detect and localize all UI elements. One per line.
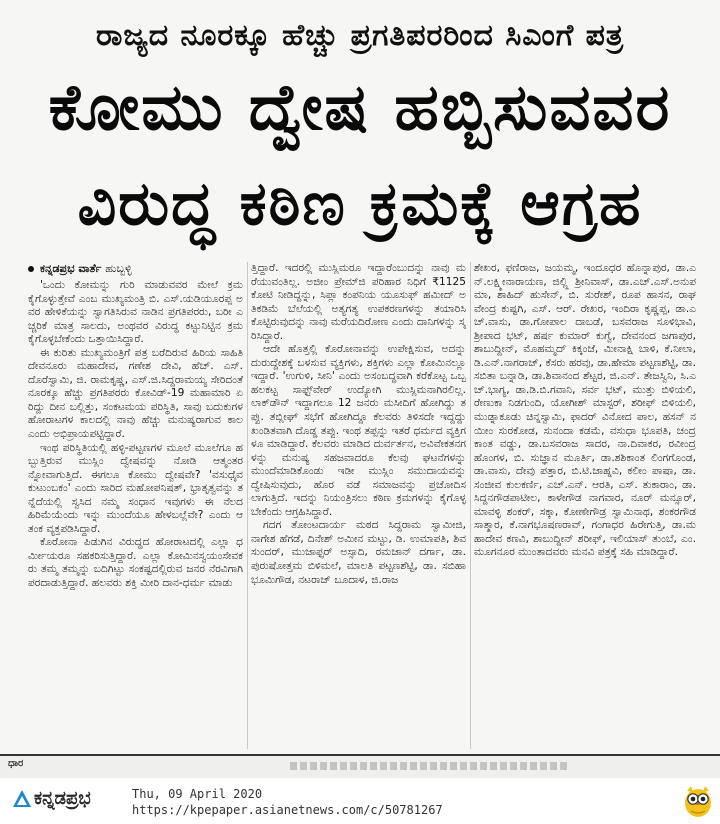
owl-mascot-icon [682, 784, 714, 818]
paragraph: ಗದಗ ತೋಂಟದಾರ್ಯ ಮಠದ ಸಿದ್ದರಾಮ ಸ್ವಾಮೀಜಿ, ನಾಗೇಶ ಹೆಗಡೆ, ದಿನೇಶ್ ಅಮೀನ ಮಟ್ಟು, ಡಿ. ಉಮಾಪತಿ, ಶಿವಸುಂದರ್, ಮುಜಾಫ್ಫರ್ ಅಸ್ಸಾದಿ, ರಮಜಾನ್ ದರ್ಗಾ, ಡಾ.ಪುರುಷೋತ್ತಮ ಬಿಳಿಮಲೆ, ಮಾಲತಿ ಪಟ್ಟಣಶೆಟ್ಟಿ, ಡಾ. ಸಬಿಹಾ ಭೂಮಿಗೌಡ, ನಟರಾಜ್ ಬೂದಾಳ, ಜಿ.ರಾಜ [251, 519, 466, 586]
column-divider [470, 262, 471, 749]
edition-date: Thu, 09 April 2020 [132, 787, 263, 801]
kannadaprabha-logo-text: ಕನ್ನಡಪ್ರಭ [34, 788, 91, 809]
paragraph: ತ್ತಿದ್ದಾರೆ. ಇದರಲ್ಲಿ ಮುಸ್ಲಿಮರೂ ಇದ್ದಾರೆಂಬುದನ್ನು ನಾವು ಮರೆಯುವಂತಿಲ್ಲ. ಅಜೀಂ ಪ್ರೇಮ್‌ಜಿ ಪರಿಹಾರ ನಿಧಿಗೆ ₹1125 ಕೋಟಿ ನೀಡಿದ್ದನ್ನು, ಸಿಪ್ಲಾ ಕಂಪನಿಯ ಯೂಸುಫ್ ಹಮೀದ್ ಅತಿಕಡಿಮೆ ಬೆಲೆಯಲ್ಲಿ ಅತ್ಯಗತ್ಯ ಉಪಕರಣಗಳನ್ನು ತಯಾರಿಸಿ ಕೊಟ್ಟಿರುವುದನ್ನು ನಾವು ಮರೆಯದಿರೋಣ ಎಂದು ದಾನಿಗಳನ್ನು ಸ್ಮರಿಸಿದ್ದಾರೆ. [251, 262, 466, 342]
paragraph: ಕೊರೋನಾ ಪಿಡುಗಿನ ವಿರುದ್ಧದ ಹೋರಾಟದಲ್ಲಿ ಎಲ್ಲಾ ಧರ್ಮೀಯರೂ ಸಹಕರಿಸುತ್ತಿದ್ದಾರೆ. ಎಲ್ಲಾ ಕೋಮಿನಸ್ವಯಂಸೇವಕರು ತಮ್ಮ ತಮ್ಮನ್ನು ಬದಿಗಿಟ್ಟು ಸಂಕಷ್ಟದಲ್ಲಿರುವ ಜನರ ನೆರವಿಗಾಗಿ ಪರದಾಡುತ್ತಿದ್ದಾರೆ. ಹಲವರು ಶಕ್ತಿ ಮೀರಿ ದಾನ-ಧರ್ಮ ಮಾಡು [28, 536, 243, 590]
paragraph: ಈ ಕುರಿತು ಮುಖ್ಯಮಂತ್ರಿಗೆ ಪತ್ರ ಬರೆದಿರುವ ಹಿರಿಯ ಸಾಹಿತಿ ದೇವನೂರು ಮಹಾದೇವ, ಗಣೇಶ ದೇವಿ, ಹೆಚ್. ಎಸ್. ದೊರೆಸ್ವಾಮಿ, ಜಿ. ರಾಮಕೃಷ್ಣ, ಎಸ್.ಜಿ.ಸಿದ್ದರಾಮಯ್ಯ ಸೇರಿದಂತೆ ನೂರಕ್ಕೂ ಹೆಚ್ಚು ಪ್ರಗತಿಪರರು ಕೋವಿಡ್-19 ಮಹಾಮಾರಿ ಏರಿದ್ದು ದೀನ ಬಲ್ಲಿತ್ತು, ಸಂಕಟಮಯ ಪರಿಸ್ಥಿತಿ, ಸಾವು ಬದುಕುಗಳ ಹೋರಾಟಗಳ ಕಾಲದಲ್ಲಿ ನಾವು ಹೆಚ್ಚು ಮನುಷ್ಯರಾಗುವ ಕಾಲ ಎಂದು ಅಭಿಪ್ರಾಯಪಟ್ಟಿದ್ದಾರೆ. [28, 346, 243, 441]
article-column-3 [474, 262, 696, 749]
paragraph: 'ಒಂದು ಕೋಮನ್ನು ಗುರಿ ಮಾಡುವವರ ಮೇಲೆ ಕ್ರಮ ಕೈಗೊಳ್ಳುತ್ತೇವೆ ಎಂಬ ಮುಖ್ಯಮಂತ್ರಿ ಬಿ. ಎಸ್.ಯಡಿಯೂರಪ್ಪ ಅವರ ಹೇಳಿಕೆಯನ್ನು ಸ್ವಾಗತಿಸಿರುವ ನಾಡಿನ ಪ್ರಗತಿಪರರು, ಬರೀ ಎಚ್ಚರಿಕೆ ಮಾತ್ರ ಸಾಲದು, ಅಂಥವರ ವಿರುದ್ಧ ಕಟ್ಟುನಿಟ್ಟಿನ ಕ್ರಮ ಕೈಗೊಳ್ಳಬೇಕೆಂದು ಒತ್ತಾಯಿಸಿದ್ದಾರೆ. [28, 279, 243, 346]
next-article-strip [0, 754, 720, 778]
edition-url[interactable]: https://kpepaper.asianetnews.com/c/50781267 [132, 803, 443, 817]
bullet-icon [28, 266, 34, 272]
column-divider [247, 262, 248, 749]
article-kicker: ರಾಜ್ಯದ ನೂರಕ್ಕೂ ಹೆಚ್ಚು ಪ್ರಗತಿಪರರಿಂದ ಸಿಎಂಗೆ ಪತ್ರ [95, 18, 625, 53]
headline-line-2: ವಿರುದ್ಧ ಕಠಿಣ ಕ್ರಮಕ್ಕೆ ಆಗ್ರಹ [77, 169, 643, 239]
paragraph: ಇಂಥ ಪರಿಸ್ಥಿತಿಯಲ್ಲಿ ಹಳ್ಳಿ-ಪಟ್ಟಣಗಳ ಮೂಲೆ ಮೂಲೆಗೂ ಹಬ್ಬುತ್ತಿರುವ ಮುಸ್ಲಿಂ ದ್ವೇಷವನ್ನು ನೋಡಿ ಆತ್ಮಂತರನ್ನೋವಾಗುತ್ತಿದೆ. ಈಗಲೂ ಕೋಮು ದ್ವೇಷವೇ? 'ವಸುಧೈವಕುಟುಂಬಕಂ' ಎಂದು ಸಾರಿದ ಮಹೋಪನಿಷತ್, ಭ್ರಾತೃತ್ವವನ್ನು ತನ್ನೆದೆಯಲ್ಲಿ ಸ್ವಸಿದ ನಮ್ಮ ಸಂಧಾನ ಇವುಗಳು ಈ ನೆಲದ ಹಿರಿಮೆಯೆಂದು ಇನ್ನು ಮುಂದೆಯೂ ಹೇಳಬಲ್ಲೆವೇ? ಎಂದು ಆತಂಕ ವ್ಯಕ್ತಪಡಿಸಿದ್ದಾರೆ. [28, 441, 243, 535]
byline [28, 262, 132, 276]
cut-off-headline [290, 762, 570, 770]
edition-meta [132, 786, 443, 818]
epaper-footer-bar [0, 778, 720, 824]
headline-line-1: ಕೋಮು ದ್ವೇಷ ಹಬ್ಬಿಸುವವರ [48, 71, 672, 145]
paragraph: ಶೇಖರ, ಫಣಿರಾಜ, ಜಯಮ್ಮ, ಇಂದೂಧರ ಹೊನ್ನಾಪುರ, ಡಾ.ಎನ್.ಲಕ್ಷ್ಮೀನಾರಾಯಣ, ಜಿಲ್ಲ್ಲಿ ಶ್ರೀನಿವಾಸ್, ಡಾ.ಎಚ್.ಎಸ್.ಅನುಪಮಾ, ಶಾಹಿದ್ ಹುಸೇನ್, ಬಿ. ಸುರೇಶ್, ರೂಪ ಹಾಸನ, ರಾಘವೇಂದ್ರ ಕುಷ್ಟಗಿ, ಎಸ್. ಆರ್. ರೇಖರ, ಇಂದಿರಾ ಕೃಷ್ಣಪ್ಪ, ಡಾ.ಎಚ್.ವಾಸು, ಡಾ.ಗೋಪಾಲ ದಾಬಡೆ, ಬಸವರಾಜ ಸೂಳಿಭಾವಿ, ಶ್ರೀಪಾದ ಭಟ್, ಹರ್ಷ ಕುಮಾರ್ ಕುಗ್ವೆ, ದೇವನಂದ ಜಗಾಪುರ, ಶಾಬುದ್ದೀನ್, ಮೊಹಮ್ಮದ್ ಕಿಕ್ಕಂಜೆ, ಮೀನಾಕ್ಷಿ ಬಾಳಿ, ಕೆ.ನೀಲಾ, ಡಿ.ಎನ್.ನಾಗರಾಜ್, ಕೆಸರು ಹರವು, ಡಾ.ಹೇಮಾ ಪಟ್ಟಣಶೆಟ್ಟಿ, ಡಾ. ಸಬಿತಾ ಬನ್ನಾಡಿ, ಡಾ.ಶಿವಾನಂದ ಶೆಟ್ಟರ, ಜಿ.ಎನ್. ತೇಜಸ್ವಿನಿ, ಸಿ.ಎಚ್.ಭಾಗ್ಯ, ಡಾ.ಡಿ.ಬಿ.ಗವಾನಿ, ಸರ್ವ ಭಟ್, ಮುತ್ತು ಬಿಳಿಯಲಿ, ರೇಣುಕಾ ನಿಡಗುಂದಿ, ಯೋಗೀಶ್ ಮಾಸ್ಟರ್, ಶರೀಫ್ ಬಿಳಿಯಲಿ, ಮುಡ್ನಾಕೂಡು ಚಿನ್ನಸ್ವಾಮಿ, ಫಾದರ್ ವಿನೋದ ಪಾಲ, ಹಸನ್ ನಯೀಂ ಸುರಕೋಡ, ಸುನಂದಾ ಕಡಮೆ, ವಸುಧಾ ಭೂಪತಿ, ಚಂದ್ರಕಾಂತ ವಡ್ಡು, ಡಾ.ಬಸವರಾಜ ಸಾದರ, ನಾ.ದಿವಾಕರ, ರವೀಂದ್ರ ಹೊಂಗಳ, ಬಿ. ಸುಜ್ಞಾನ ಮೂರ್ತಿ, ಡಾ.ಶಶಿಕಾಂತ ಲಿಂಗಗೊಂಡ, ಡಾ.ವಾಸು, ದೇವು ಪತ್ತಾರ, ಬಿ.ಟಿ.ಜಾಹ್ನವಿ, ಕಲೀಂ ಪಾಷಾ, ಡಾ. ಸಂಜೀವ ಕುಲಕರ್ಣಿ, ಎಚ್.ಎನ್. ಆರತಿ, ಎಸ್. ತುಕಾರಾಂ, ಡಾ.ಸಿದ್ದನಗೌಡಪಾಟೀಲ, ಕಾಳೇಗೌಡ ನಾಗವಾರ, ನೂರ್ ಮನ್ಸೂರ್, ಮಾವಳ್ಳಿ ಶಂಕರ್, ಸಕ್ಕಾ, ಕೋಣೇಗೌಡ್ರ ಸ್ವಾಮಿನಾಥ, ಶಂಕರಗೌಡ ಸಾತ್ಮಾರ, ಕೆ.ನಾಗಭೂಷಣರಾವ್, ಗಂಗಾಧರ ಹಿರೇಗುತ್ತಿ, ಡಾ.ಮಹಾದೇವ ಕಣವಿ, ಶಾಬುದ್ದೀನ್ ಶರೀಫ್, ಇಲಿಯಾಸ್ ತುಂಬೆ, ಎಂ.ಮೂಗನೂರ ಮುಂತಾದವರು ಮನವಿ ಪತ್ರಕ್ಕೆ ಸಹಿ ಮಾಡಿದ್ದಾರೆ. [474, 262, 696, 559]
byline-source: ಕನ್ನಡಪ್ರಭ ವಾರ್ತೆ [40, 262, 102, 275]
byline-city: ಹುಬ್ಬಳ್ಳಿ [105, 262, 132, 275]
paragraph: ಆದೇ ಹೊತ್ತಲ್ಲಿ ಕೊರೋನಾವನ್ನು ಉಪೇಕ್ಷಿಸುವ, ಅದನ್ನು ದುರುದ್ದೇಶಕ್ಕೆ ಬಳಸುವ ವ್ಯಕ್ತಿಗಳು, ಶಕ್ತಿಗಳು ಎಲ್ಲಾ ಕೋಮಿನಲ್ಲೂ ಇದ್ದಾರೆ. 'ಉಗುಳಿ, ಸೀನಿ' ಎಂದು ಅಸಂಬದ್ಧವಾಗಿ ಕರೆಕೊಟ್ಟ ಒಬ್ಬ ಹಲಕಟ್ಟ ಸಾಫ್ಟ್‌ವೇರ್ ಉದ್ಯೋಗಿ ಮುಸ್ಲಿಮನಾಗಿರಲಿಲ್ಲ. ಲಾಕ್‌ಡೌನ್ ಇದ್ದಾಗಲೂ 12 ಜನರು ಮಸೀದಿಗೆ ಹೋಗಿದ್ದು ತಪ್ಪು. ತಬ್ಲೀಘ್ ಸಭೆಗೆ ಹೋಗಿದ್ದೂ ಕೆಲವರು ತಿಳಿಸದೇ ಇದ್ದದ್ದು ಖಂಡಿತವಾಗಿ ದೊಡ್ಡ ತಪ್ಪು. ಇಂಥ ತಪ್ಪನ್ನು ಇತರೆ ಧರ್ಮದ ವ್ಯಕ್ತಿಗಳೂ ಮಾಡಿದ್ದಾರೆ. ಕೆಲವರು ಮಾಡಿದ ದುರ್ವರ್ತನ, ಅವಿವೇಕತನಗಳನ್ನು ಮನುಷ್ಯ ಸಹಜವಾದರೂ ಕೆಲವು ಘಟನೆಗಳನ್ನು ಮುಂದೆಮಾಡಿಕೊಂಡು ಇಡೀ ಮುಸ್ಲಿಂ ಸಮುದಾಯವನ್ನು ದ್ವೇಷಿಸುವುದು, ಹೊರ ವಡೆ ಸಮಾಜವನ್ನು ಪ್ರಚೋದಿಸಲಾಗುತ್ತಿದೆ. ಇದನ್ನು ನಿಯಂತ್ರಿಸಲು ಕಠಿಣ ಕ್ರಮಗಳನ್ನು ಕೈಗೊಳ್ಳಬೇಕೆಂದು ಆಗ್ರಹಿಸಿದ್ದಾರೆ. [251, 343, 466, 518]
article-column-1 [28, 279, 243, 749]
section-label: ಧಾರ [8, 758, 24, 769]
article-column-2 [251, 262, 466, 749]
kannadaprabha-logo-icon [12, 789, 32, 809]
